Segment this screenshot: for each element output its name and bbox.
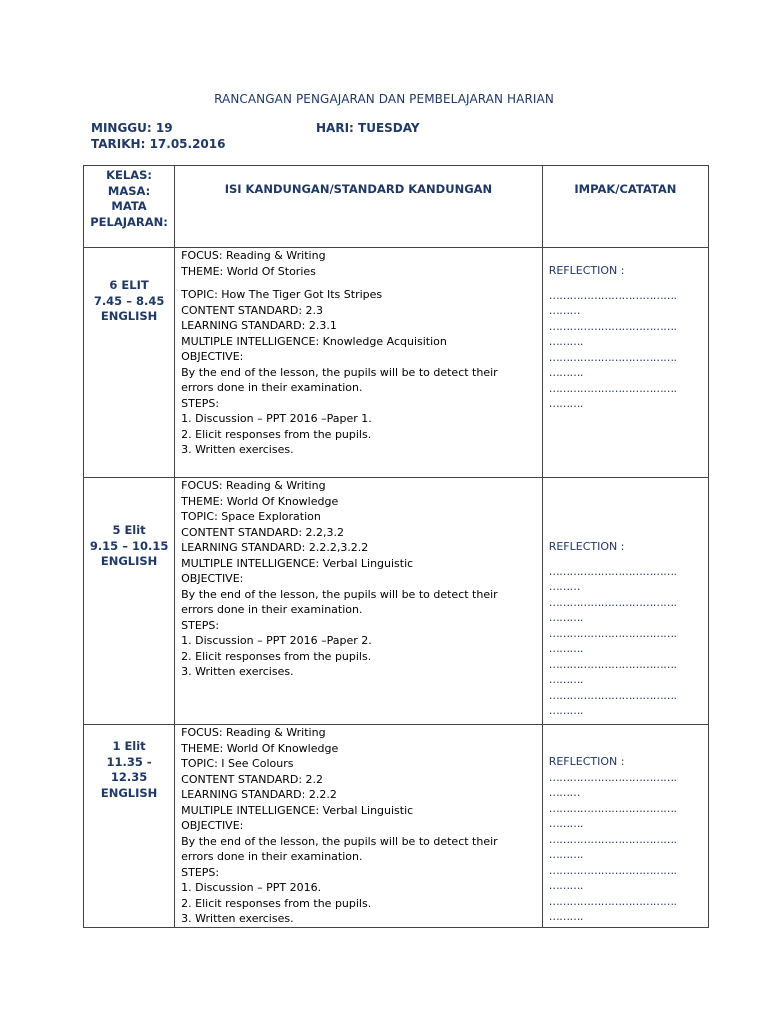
reflection-dots: ……….	[548, 366, 583, 379]
reflection-label: REFLECTION :	[548, 264, 625, 277]
header-mata: MATA	[111, 199, 147, 213]
reflection-label: REFLECTION :	[548, 755, 625, 768]
step-item: 1. Discussion – PPT 2016 –Paper 2.	[181, 634, 372, 647]
step-item: 1. Discussion – PPT 2016.	[181, 881, 322, 894]
reflection-dots: ………	[548, 304, 580, 317]
topic-text: TOPIC: Space Exploration	[181, 510, 321, 523]
reflection-dots: ……………………………….	[548, 319, 677, 333]
learning-standard-text: LEARNING STANDARD: 2.3.1	[181, 319, 337, 332]
reflection-dots: ……………………………….	[548, 288, 677, 302]
reflection-dots: ……………………………….	[548, 381, 677, 395]
reflection-dots: ……….	[548, 397, 583, 410]
class-subject: ENGLISH	[100, 554, 158, 568]
steps-label: STEPS:	[181, 618, 220, 632]
focus-text: FOCUS: Reading & Writing	[181, 479, 326, 492]
step-item: 3. Written exercises.	[181, 912, 294, 925]
header-masa: MASA:	[107, 183, 151, 198]
content-cell	[175, 248, 543, 478]
reflection-dots: ……….	[548, 611, 583, 624]
step-item: 2. Elicit responses from the pupils.	[181, 896, 372, 910]
theme-text: THEME: World Of Knowledge	[181, 741, 339, 755]
reflection-label: REFLECTION :	[548, 540, 625, 553]
table-row	[84, 725, 709, 928]
reflection-dots: ……………………………….	[548, 626, 677, 640]
reflection-dots: ……….	[548, 673, 583, 686]
reflection-dots: ……………………………….	[548, 595, 677, 609]
class-subject: ENGLISH	[100, 309, 158, 323]
reflection-cell	[542, 725, 708, 928]
reflection-dots: ……………………………….	[548, 894, 677, 908]
class-time: 11.35 -	[106, 754, 152, 769]
reflection-dots: ………	[548, 580, 580, 593]
class-name: 6 ELIT	[109, 278, 149, 292]
table-row	[84, 478, 709, 725]
topic-text: TOPIC: I See Colours	[181, 757, 294, 770]
class-time: 7.45 – 8.45	[93, 293, 165, 308]
objective-line: By the end of the lesson, the pupils will be to detect their	[181, 587, 498, 601]
reflection-dots: ……….	[548, 335, 583, 348]
minggu-label: MINGGU: 19	[91, 121, 173, 135]
table-header-row	[84, 166, 709, 248]
tarikh-label: TARIKH: 17.05.2016	[91, 137, 226, 151]
content-standard-text: CONTENT STANDARD: 2.2	[181, 772, 324, 786]
class-name: 1 Elit	[112, 739, 146, 753]
objective-line: errors done in their examination.	[181, 850, 363, 863]
class-cell	[84, 725, 175, 928]
objective-label: OBJECTIVE:	[181, 572, 244, 585]
reflection-dots: ……….	[548, 704, 583, 717]
hari-label: HARI: TUESDAY	[316, 121, 420, 135]
steps-label: STEPS:	[181, 865, 220, 879]
steps-label: STEPS:	[181, 396, 220, 410]
step-item: 1. Discussion – PPT 2016 –Paper 1.	[181, 412, 372, 425]
document-title: RANCANGAN PENGAJARAN DAN PEMBELAJARAN HARIAN	[214, 92, 554, 106]
step-item: 2. Elicit responses from the pupils.	[181, 427, 372, 441]
objective-label: OBJECTIVE:	[181, 819, 244, 832]
header-kelas-masa-mata-pelajaran	[84, 166, 175, 248]
lesson-plan-table	[83, 165, 709, 928]
reflection-dots: ……………………………….	[548, 657, 677, 671]
reflection-dots: ……………………………….	[548, 832, 677, 846]
multiple-intelligence-text: MULTIPLE INTELLIGENCE: Verbal Linguistic	[181, 556, 414, 570]
content-standard-text: CONTENT STANDARD: 2.3	[181, 303, 324, 317]
objective-label: OBJECTIVE:	[181, 350, 244, 363]
step-item: 2. Elicit responses from the pupils.	[181, 649, 372, 663]
objective-line: By the end of the lesson, the pupils will be to detect their	[181, 834, 498, 848]
class-subject: ENGLISH	[100, 785, 158, 800]
reflection-cell	[542, 248, 708, 478]
reflection-dots: ……………………………….	[548, 564, 677, 578]
header-isi-kandungan: ISI KANDUNGAN/STANDARD KANDUNGAN	[175, 166, 543, 248]
topic-text: TOPIC: How The Tiger Got Its Stripes	[181, 288, 383, 301]
reflection-dots: ………	[548, 786, 580, 799]
reflection-dots: ……….	[548, 879, 583, 892]
class-time: 9.15 – 10.15	[89, 538, 169, 553]
focus-text: FOCUS: Reading & Writing	[181, 726, 326, 739]
objective-line: errors done in their examination.	[181, 381, 363, 394]
reflection-dots: ……………………………….	[548, 801, 677, 815]
content-cell	[175, 725, 543, 928]
content-cell	[175, 478, 543, 725]
learning-standard-text: LEARNING STANDARD: 2.2.2	[181, 788, 337, 801]
objective-line: errors done in their examination.	[181, 603, 363, 616]
multiple-intelligence-text: MULTIPLE INTELLIGENCE: Knowledge Acquisition	[181, 334, 447, 348]
theme-text: THEME: World Of Knowledge	[181, 494, 339, 508]
theme-text: THEME: World Of Stories	[181, 264, 316, 278]
content-standard-text: CONTENT STANDARD: 2.2,3.2	[181, 525, 345, 539]
header-kelas: KELAS:	[106, 168, 153, 182]
reflection-dots: ……………………………….	[548, 863, 677, 877]
reflection-dots: ……………………………….	[548, 688, 677, 702]
reflection-dots: ……….	[548, 642, 583, 655]
header-pelajaran: PELAJARAN:	[90, 214, 168, 229]
step-item: 3. Written exercises.	[181, 665, 294, 678]
class-name: 5 Elit	[112, 523, 146, 537]
class-cell	[84, 248, 175, 478]
reflection-dots: ……….	[548, 848, 583, 861]
step-item: 3. Written exercises.	[181, 443, 294, 456]
reflection-cell	[542, 478, 708, 725]
table-row	[84, 248, 709, 478]
header-impak-catatan: IMPAK/CATATAN	[542, 166, 708, 248]
multiple-intelligence-text: MULTIPLE INTELLIGENCE: Verbal Linguistic	[181, 803, 414, 817]
focus-text: FOCUS: Reading & Writing	[181, 249, 326, 262]
learning-standard-text: LEARNING STANDARD: 2.2.2,3.2.2	[181, 541, 369, 554]
objective-line: By the end of the lesson, the pupils will be to detect their	[181, 365, 498, 379]
reflection-dots: ……………………………….	[548, 770, 677, 784]
reflection-dots: ……….	[548, 910, 583, 923]
class-time: 12.35	[110, 770, 148, 784]
class-cell	[84, 478, 175, 725]
reflection-dots: ……….	[548, 817, 583, 830]
reflection-dots: ……………………………….	[548, 350, 677, 364]
